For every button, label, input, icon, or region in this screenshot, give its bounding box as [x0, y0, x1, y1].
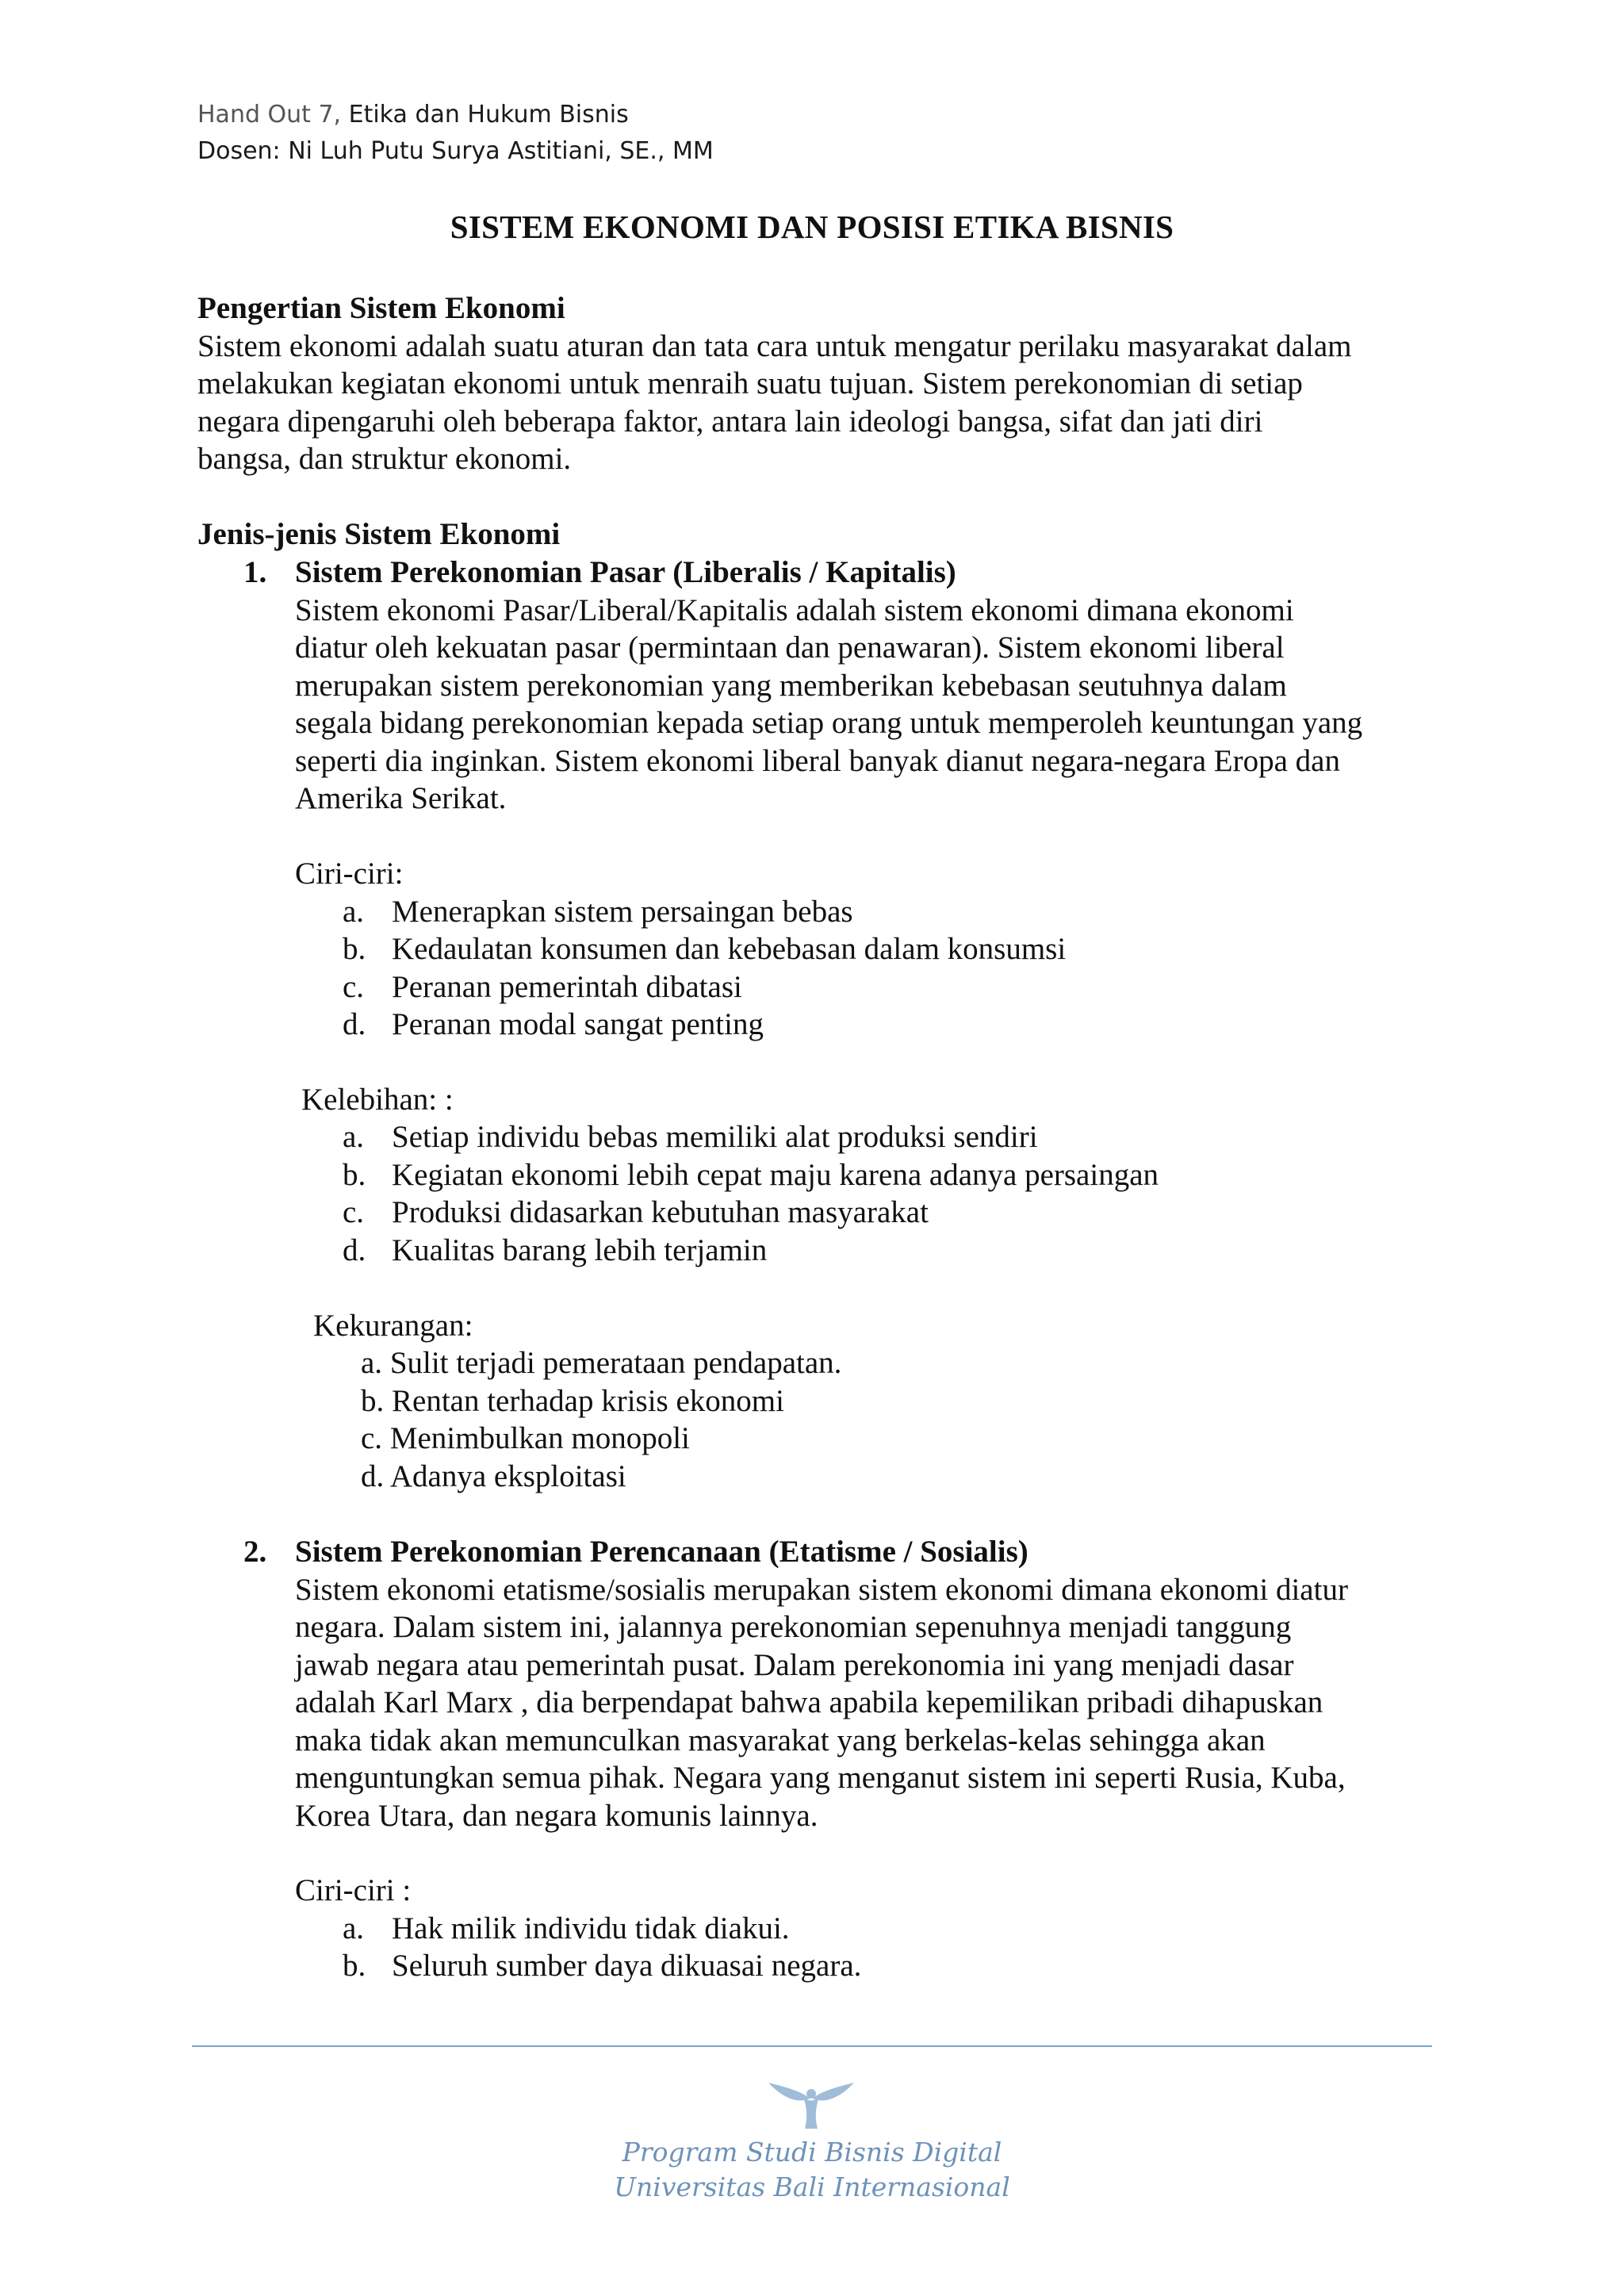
list-text: Menimbulkan monopoli: [389, 1421, 690, 1455]
list-item: [361, 1458, 626, 1496]
list-marker: b.: [343, 1949, 366, 1983]
item-2-number: 2.: [243, 1535, 267, 1569]
header-handout-number: Hand Out 7,: [197, 101, 349, 128]
bird-logo-icon: [764, 2072, 859, 2138]
list-marker: d.: [343, 1233, 366, 1267]
list-item: [343, 968, 742, 1006]
list-text: Peranan pemerintah dibatasi: [392, 970, 742, 1004]
list-marker: a.: [343, 1911, 365, 1945]
paragraph-line: segala bidang perekonomian kepada setiap orang untuk memperoleh keuntungan yang: [295, 706, 1363, 740]
header-course-name: Etika dan Hukum Bisnis: [348, 101, 629, 128]
list-text: Sulit terjadi pemerataan pendapatan.: [389, 1346, 842, 1380]
item-1-body: [295, 554, 1427, 818]
list-text: Kegiatan ekonomi lebih cepat maju karena adanya persaingan: [392, 1158, 1159, 1192]
paragraph-line: negara. Dalam sistem ini, jalannya perekonomian sepenuhnya menjadi tanggung: [295, 1610, 1292, 1644]
list-marker: c.: [343, 1195, 365, 1229]
footer-divider: [192, 2045, 1432, 2047]
handout-header: [197, 97, 714, 170]
list-marker: c.: [343, 970, 365, 1004]
paragraph-line: jawab negara atau pemerintah pusat. Dalam perekonomia ini yang menjadi dasar: [295, 1647, 1294, 1682]
list-item: [343, 930, 1066, 968]
section-pengertian: [197, 289, 1427, 478]
paragraph-line: adalah Karl Marx , dia berpendapat bahwa apabila kepemilikan pribadi dihapuskan: [295, 1685, 1323, 1719]
list-marker: b.: [361, 1384, 385, 1418]
paragraph-line: Sistem ekonomi etatisme/sosialis merupakan sistem ekonomi dimana ekonomi diatur: [295, 1572, 1348, 1607]
item-2-body: [295, 1533, 1427, 1834]
list-item: [343, 1006, 764, 1044]
ciri-label: Ciri-ciri:: [295, 857, 404, 891]
list-item: [361, 1420, 690, 1458]
section-heading: Pengertian Sistem Ekonomi: [197, 291, 565, 325]
list-marker: a.: [343, 895, 365, 929]
list-text: Produksi didasarkan kebutuhan masyarakat: [392, 1195, 929, 1229]
footer-university: Universitas Bali Internasional: [614, 2171, 1010, 2202]
list-text: Hak milik individu tidak diakui.: [392, 1911, 790, 1945]
item-1-number: 1.: [243, 555, 267, 589]
paragraph-line: maka tidak akan memunculkan masyarakat yang berkelas-kelas sehingga akan: [295, 1723, 1266, 1757]
list-text: Kualitas barang lebih terjamin: [392, 1233, 768, 1267]
list-item: [343, 1910, 790, 1948]
list-text: Peranan modal sangat penting: [392, 1007, 764, 1041]
list-marker: a.: [343, 1120, 365, 1154]
paragraph-line: melakukan kegiatan ekonomi untuk menraih suatu tujuan. Sistem perekonomian di setiap: [197, 366, 1303, 401]
list-marker: b.: [343, 1158, 366, 1192]
kekurangan-label: Kekurangan:: [313, 1309, 473, 1343]
list-item: [343, 1194, 929, 1232]
paragraph-line: negara dipengaruhi oleh beberapa faktor, antara lain ideologi bangsa, sifat dan jati diri: [197, 404, 1263, 439]
list-text: Seluruh sumber daya dikuasai negara.: [392, 1949, 862, 1983]
paragraph-line: Amerika Serikat.: [295, 781, 507, 815]
list-item: [343, 1156, 1159, 1194]
list-marker: d.: [361, 1459, 385, 1493]
paragraph-line: menguntungkan semua pihak. Negara yang menganut sistem ini seperti Rusia, Kuba,: [295, 1761, 1346, 1795]
list-text: Menerapkan sistem persaingan bebas: [392, 895, 853, 929]
list-item: [343, 1232, 767, 1270]
footer-program: Program Studi Bisnis Digital: [622, 2137, 1002, 2168]
page-title: SISTEM EKONOMI DAN POSISI ETIKA BISNIS: [450, 209, 1174, 245]
section-heading-jenis: Jenis-jenis Sistem Ekonomi: [197, 517, 561, 551]
list-item: [361, 1382, 784, 1420]
kelebihan-label: Kelebihan: :: [301, 1083, 454, 1117]
list-item: [343, 893, 853, 931]
paragraph-line: Sistem ekonomi Pasar/Liberal/Kapitalis adalah sistem ekonomi dimana ekonomi: [295, 592, 1294, 627]
list-marker: c.: [361, 1421, 383, 1455]
list-text: Rentan terhadap krisis ekonomi: [392, 1384, 784, 1418]
paragraph-line: Korea Utara, dan negara komunis lainnya.: [295, 1798, 818, 1833]
header-line-1: [197, 97, 714, 133]
list-text: Adanya eksploitasi: [389, 1459, 626, 1493]
list-item: [361, 1344, 841, 1382]
item-2-title: Sistem Perekonomian Perencanaan (Etatisme / Sosialis): [295, 1535, 1028, 1569]
list-marker: a.: [361, 1346, 383, 1380]
list-marker: d.: [343, 1007, 366, 1041]
paragraph-line: seperti dia inginkan. Sistem ekonomi liberal banyak dianut negara-negara Eropa dan: [295, 743, 1340, 778]
paragraph-line: bangsa, dan struktur ekonomi.: [197, 442, 572, 476]
list-text: Setiap individu bebas memiliki alat produksi sendiri: [392, 1120, 1038, 1154]
paragraph-line: merupakan sistem perekonomian yang memberikan kebebasan seutuhnya dalam: [295, 668, 1287, 703]
list-text: Kedaulatan konsumen dan kebebasan dalam konsumsi: [392, 932, 1067, 966]
header-line-2: Dosen: Ni Luh Putu Surya Astitiani, SE., MM: [197, 137, 714, 165]
ciri-label-2: Ciri-ciri :: [295, 1873, 412, 1907]
item-1-title: Sistem Perekonomian Pasar (Liberalis / Kapitalis): [295, 555, 956, 589]
paragraph-line: diatur oleh kekuatan pasar (permintaan dan penawaran). Sistem ekonomi liberal: [295, 631, 1285, 665]
list-marker: b.: [343, 932, 366, 966]
list-item: [343, 1947, 861, 1985]
list-item: [343, 1118, 1038, 1156]
paragraph-line: Sistem ekonomi adalah suatu aturan dan tata cara untuk mengatur perilaku masyarakat dalam: [197, 328, 1352, 363]
